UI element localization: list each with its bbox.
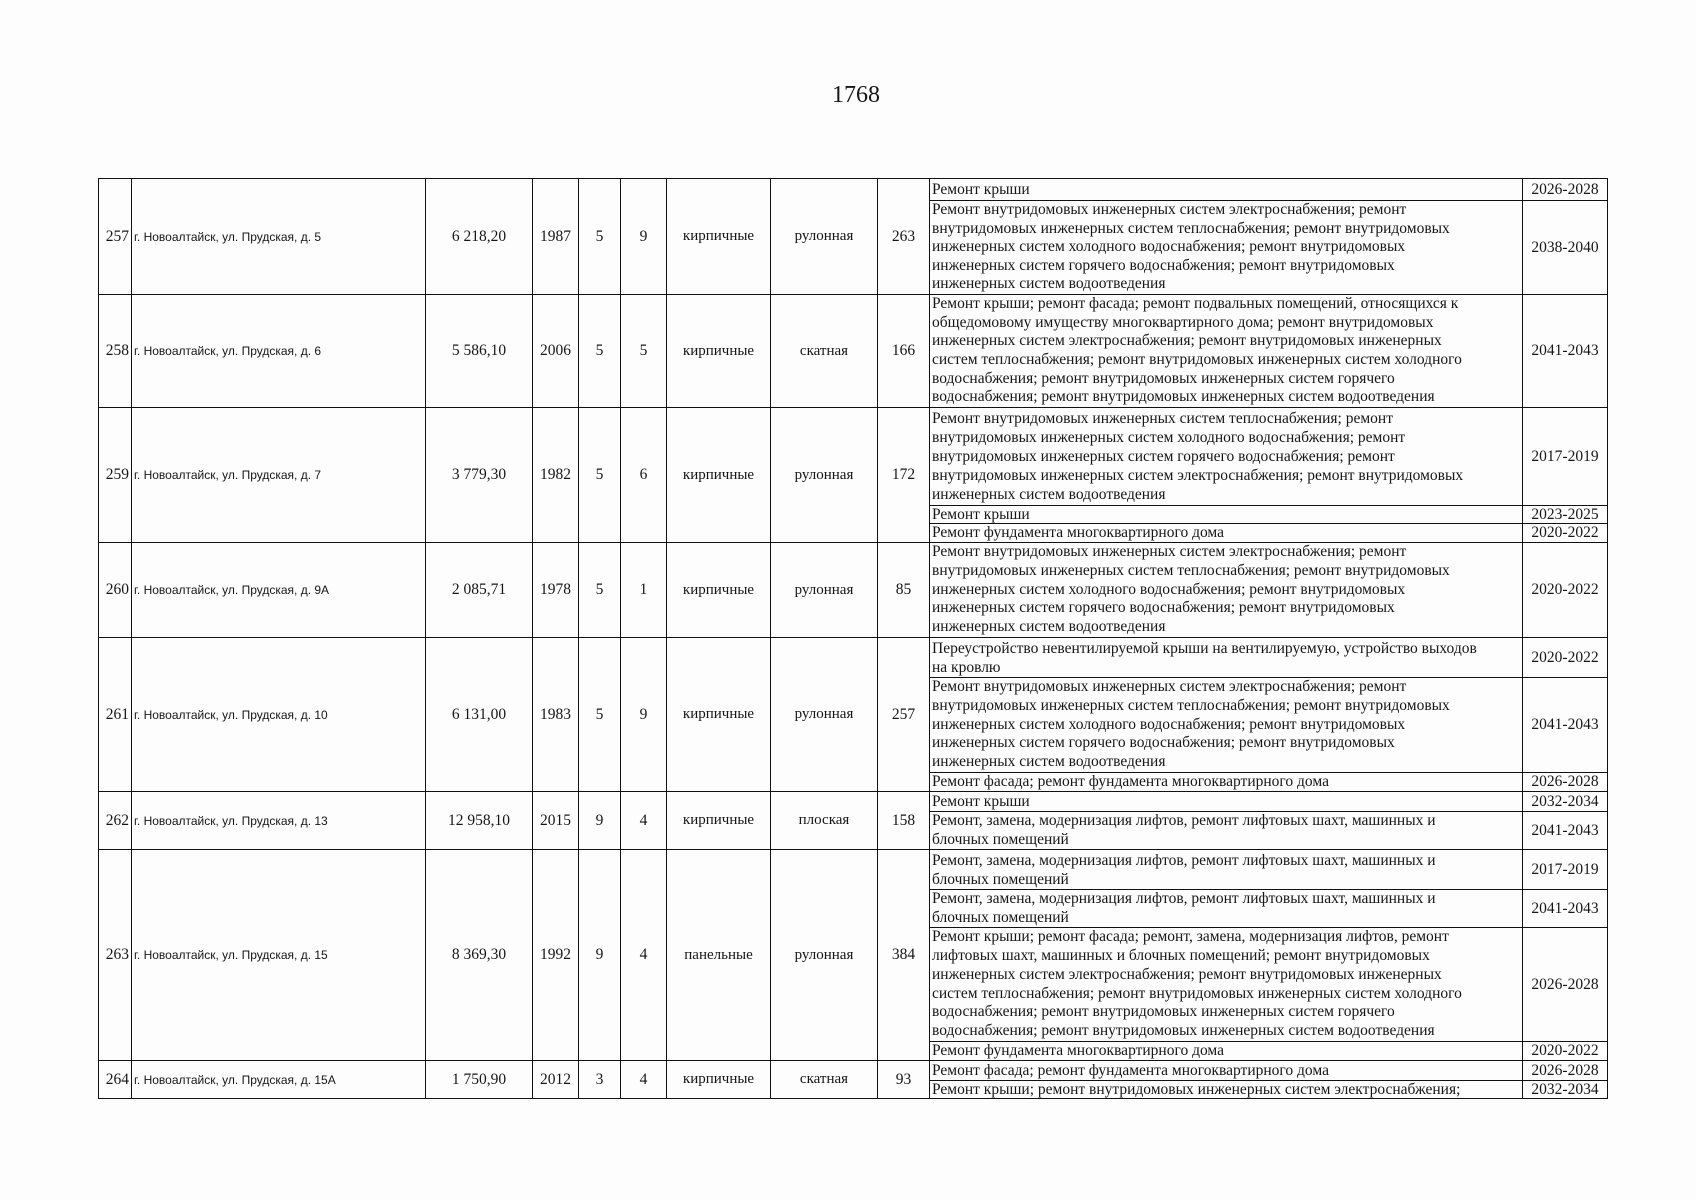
- address-cell: [132, 179, 426, 295]
- work-description-cell: [930, 850, 1523, 890]
- work-period-cell: [1523, 179, 1608, 201]
- row-number: 259: [105, 466, 129, 483]
- wall-material-cell: [667, 543, 771, 638]
- resident-count-cell: [878, 638, 930, 792]
- work-period-cell: [1523, 928, 1608, 1042]
- work-description: Ремонт фундамента многоквартирного дома: [932, 1042, 1224, 1059]
- repair-schedule-table: [98, 178, 1608, 1099]
- entrance-count: 9: [639, 705, 648, 723]
- total-area: 8 369,30: [451, 946, 507, 963]
- work-description-cell: [930, 179, 1523, 201]
- floor-count-cell: [579, 179, 621, 295]
- address: г. Новоалтайск, ул. Прудская, д. 6: [134, 344, 322, 358]
- roof-type-cell: [771, 179, 878, 295]
- roof-type: плоская: [798, 812, 850, 828]
- floor-count-cell: [579, 295, 621, 408]
- work-period-cell: [1523, 506, 1608, 524]
- roof-type: рулонная: [794, 581, 854, 598]
- work-item: [930, 792, 1608, 812]
- wall-material: панельные: [684, 946, 753, 963]
- build-year: 1992: [540, 946, 571, 963]
- entrance-count-cell: [621, 543, 667, 638]
- floor-count: 9: [595, 946, 604, 963]
- work-description: Ремонт внутридомовых инженерных систем теплоснабжения; ремонт внутридомовых инженерных систем холодного водоснабжения; ремонт внутридомовых инженерных систем горячего водоснабжения; ремонт внутридомовых инженерных систем электроснабжения; ремонт внутридомовых инженерных систем водоотведения: [932, 410, 1464, 503]
- total-area: 12 958,10: [448, 811, 510, 829]
- address-cell: [132, 792, 426, 850]
- address: г. Новоалтайск, ул. Прудская, д. 13: [134, 813, 328, 828]
- work-period: 2020-2022: [1531, 1042, 1599, 1059]
- work-description-cell: [930, 928, 1523, 1042]
- build-year: 1978: [540, 581, 571, 598]
- resident-count-cell: [878, 179, 930, 295]
- work-description-cell: [930, 1042, 1523, 1061]
- table-row: [99, 792, 1608, 850]
- work-period: 2017-2019: [1531, 447, 1599, 465]
- floor-count: 3: [595, 1070, 604, 1088]
- works-list: [930, 792, 1608, 850]
- build-year: 1987: [540, 227, 571, 245]
- roof-type-cell: [771, 295, 878, 408]
- roof-type-cell: [771, 850, 878, 1061]
- work-description: Ремонт фундамента многоквартирного дома: [932, 524, 1224, 541]
- work-description-cell: [930, 1081, 1523, 1099]
- work-description: Ремонт фасада; ремонт фундамента многоквартирного дома: [932, 773, 1329, 790]
- table-row: [99, 638, 1608, 792]
- floor-count: 9: [595, 811, 604, 829]
- resident-count: 85: [895, 581, 912, 598]
- work-period: 2026-2028: [1531, 975, 1599, 993]
- build-year-cell: [533, 850, 579, 1061]
- wall-material-cell: [667, 1061, 771, 1099]
- address-cell: [132, 408, 426, 543]
- resident-count-cell: [878, 1061, 930, 1099]
- work-description: Ремонт внутридомовых инженерных систем электроснабжения; ремонт внутридомовых инженерных систем теплоснабжения; ремонт внутридомовых инженерных систем холодного водоснабжения; ремонт внутридомовых инженерных систем горячего водоснабжения; ремонт внутридомовых инженерных систем водоотведения: [932, 543, 1450, 636]
- row-number-cell: [99, 295, 132, 408]
- roof-type-cell: [771, 543, 878, 638]
- works-list: [930, 179, 1608, 295]
- work-item: [930, 408, 1608, 506]
- work-period: 2020-2022: [1531, 581, 1599, 598]
- build-year: 2015: [540, 811, 571, 829]
- work-description-cell: [930, 1061, 1523, 1081]
- work-period: 2026-2028: [1531, 773, 1599, 790]
- work-description: Ремонт внутридомовых инженерных систем электроснабжения; ремонт внутридомовых инженерных систем теплоснабжения; ремонт внутридомовых инженерных систем холодного водоснабжения; ремонт внутридомовых инженерных систем горячего водоснабжения; ремонт внутридомовых инженерных систем водоотведения: [932, 678, 1450, 771]
- address: г. Новоалтайск, ул. Прудская, д. 5: [134, 229, 322, 244]
- entrance-count: 4: [639, 1070, 648, 1088]
- wall-material: кирпичные: [682, 1071, 755, 1087]
- work-item: [930, 928, 1608, 1042]
- total-area-cell: [426, 1061, 533, 1099]
- entrance-count: 1: [639, 581, 648, 598]
- floor-count: 5: [595, 342, 604, 359]
- work-period: 2017-2019: [1531, 860, 1599, 878]
- roof-type: рулонная: [794, 706, 854, 722]
- entrance-count: 4: [639, 946, 648, 963]
- entrance-count-cell: [621, 179, 667, 295]
- work-description-cell: [930, 408, 1523, 506]
- row-number: 257: [105, 227, 129, 245]
- entrance-count: 4: [639, 811, 648, 829]
- work-item: [930, 201, 1608, 295]
- work-description: Ремонт, замена, модернизация лифтов, ремонт лифтовых шахт, машинных и блочных помещений: [932, 890, 1436, 926]
- row-number-cell: [99, 850, 132, 1061]
- total-area: 2 085,71: [451, 581, 507, 598]
- resident-count: 172: [891, 466, 916, 483]
- resident-count: 158: [891, 811, 916, 829]
- roof-type: скатная: [799, 342, 849, 359]
- resident-count-cell: [878, 295, 930, 408]
- work-item: [930, 506, 1608, 524]
- roof-type: рулонная: [794, 466, 854, 483]
- works-list: [930, 543, 1608, 638]
- work-description: Ремонт внутридомовых инженерных систем электроснабжения; ремонт внутридомовых инженерных систем теплоснабжения; ремонт внутридомовых инженерных систем холодного водоснабжения; ремонт внутридомовых инженерных систем горячего водоснабжения; ремонт внутридомовых инженерных систем водоотведения: [932, 201, 1450, 293]
- wall-material: кирпичные: [682, 581, 755, 598]
- roof-type-cell: [771, 408, 878, 543]
- work-period: 2041-2043: [1531, 716, 1599, 733]
- work-item: [930, 1081, 1608, 1099]
- build-year-cell: [533, 792, 579, 850]
- entrance-count: 6: [639, 466, 648, 483]
- work-description: Ремонт крыши: [932, 793, 1030, 810]
- work-description-cell: [930, 543, 1523, 638]
- total-area: 3 779,30: [451, 466, 507, 483]
- work-period: 2026-2028: [1531, 180, 1599, 198]
- total-area-cell: [426, 408, 533, 543]
- work-period-cell: [1523, 638, 1608, 678]
- wall-material-cell: [667, 179, 771, 295]
- floor-count-cell: [579, 850, 621, 1061]
- entrance-count: 9: [639, 227, 648, 245]
- work-description-cell: [930, 295, 1523, 408]
- resident-count: 166: [891, 342, 916, 359]
- work-period: 2041-2043: [1531, 821, 1599, 839]
- address-cell: [132, 295, 426, 408]
- floor-count: 5: [595, 466, 604, 483]
- build-year-cell: [533, 408, 579, 543]
- address: г. Новоалтайск, ул. Прудская, д. 15: [134, 948, 328, 962]
- wall-material-cell: [667, 792, 771, 850]
- floor-count-cell: [579, 543, 621, 638]
- row-number: 260: [105, 581, 129, 598]
- table-row: [99, 295, 1608, 408]
- total-area-cell: [426, 638, 533, 792]
- resident-count-cell: [878, 850, 930, 1061]
- address-cell: [132, 850, 426, 1061]
- row-number: 262: [105, 811, 129, 829]
- build-year: 2012: [540, 1070, 571, 1088]
- work-item: [930, 678, 1608, 773]
- work-description: Ремонт, замена, модернизация лифтов, ремонт лифтовых шахт, машинных и блочных помещений: [932, 851, 1436, 888]
- resident-count: 263: [891, 227, 916, 245]
- works-list: [930, 408, 1608, 543]
- build-year-cell: [533, 179, 579, 295]
- work-description-cell: [930, 506, 1523, 524]
- total-area-cell: [426, 295, 533, 408]
- wall-material-cell: [667, 408, 771, 543]
- work-description-cell: [930, 638, 1523, 678]
- works-list: [930, 1061, 1608, 1099]
- floor-count: 5: [595, 581, 604, 598]
- work-period-cell: [1523, 543, 1608, 638]
- build-year: 2006: [540, 342, 571, 359]
- total-area: 5 586,10: [451, 342, 507, 359]
- build-year-cell: [533, 543, 579, 638]
- address: г. Новоалтайск, ул. Прудская, д. 15А: [134, 1072, 336, 1087]
- work-period: 2038-2040: [1531, 238, 1599, 256]
- wall-material: кирпичные: [682, 706, 755, 722]
- build-year-cell: [533, 1061, 579, 1099]
- work-item: [930, 638, 1608, 678]
- address: г. Новоалтайск, ул. Прудская, д. 7: [134, 468, 322, 482]
- floor-count-cell: [579, 792, 621, 850]
- resident-count: 257: [891, 705, 916, 723]
- build-year: 1982: [540, 466, 571, 483]
- entrance-count-cell: [621, 850, 667, 1061]
- row-number: 258: [105, 342, 129, 359]
- row-number: 263: [105, 946, 129, 963]
- work-period: 2041-2043: [1531, 342, 1599, 359]
- roof-type-cell: [771, 1061, 878, 1099]
- work-period-cell: [1523, 295, 1608, 408]
- floor-count-cell: [579, 638, 621, 792]
- total-area: 1 750,90: [451, 1070, 507, 1088]
- row-number-cell: [99, 543, 132, 638]
- work-period-cell: [1523, 678, 1608, 773]
- resident-count-cell: [878, 792, 930, 850]
- address: г. Новоалтайск, ул. Прудская, д. 9А: [134, 583, 330, 597]
- work-period-cell: [1523, 812, 1608, 850]
- entrance-count-cell: [621, 638, 667, 792]
- work-period-cell: [1523, 792, 1608, 812]
- row-number-cell: [99, 179, 132, 295]
- work-description: Ремонт крыши: [932, 181, 1030, 198]
- work-description-cell: [930, 792, 1523, 812]
- build-year: 1983: [540, 705, 571, 723]
- wall-material-cell: [667, 638, 771, 792]
- table-row: [99, 543, 1608, 638]
- roof-type: скатная: [799, 1071, 849, 1087]
- wall-material: кирпичные: [682, 812, 755, 828]
- address-cell: [132, 1061, 426, 1099]
- roof-type: рулонная: [794, 946, 854, 963]
- resident-count-cell: [878, 543, 930, 638]
- resident-count: 384: [891, 946, 916, 963]
- work-period: 2026-2028: [1531, 1061, 1599, 1079]
- work-description: Переустройство невентилируемой крыши на вентилируемую, устройство выходов на кровлю: [932, 639, 1477, 676]
- works-list: [930, 638, 1608, 792]
- total-area-cell: [426, 543, 533, 638]
- work-period-cell: [1523, 850, 1608, 890]
- wall-material: кирпичные: [682, 228, 755, 244]
- address-cell: [132, 543, 426, 638]
- address-cell: [132, 638, 426, 792]
- work-item: [930, 890, 1608, 928]
- work-item: [930, 812, 1608, 850]
- work-period-cell: [1523, 408, 1608, 506]
- work-item: [930, 850, 1608, 890]
- work-period: 2020-2022: [1531, 524, 1599, 541]
- work-description-cell: [930, 812, 1523, 850]
- work-period: 2032-2034: [1531, 792, 1599, 810]
- row-number-cell: [99, 638, 132, 792]
- row-number-cell: [99, 792, 132, 850]
- total-area-cell: [426, 792, 533, 850]
- floor-count: 5: [595, 705, 604, 723]
- work-description: Ремонт крыши; ремонт фасада; ремонт, замена, модернизация лифтов, ремонт лифтовых шахт, машинных и блочных помещений; ремонт внутридомовых инженерных систем электроснабжения; ремонт внутридомовых инженерных систем теплоснабжения; ремонт внутридомовых инженерных систем холодного водоснабжения; ремонт внутридомовых инженерных систем горячего водоснабжения; ремонт внутридомовых инженерных систем водоотведения: [932, 928, 1462, 1040]
- roof-type-cell: [771, 792, 878, 850]
- work-period: 2020-2022: [1531, 648, 1599, 666]
- row-number-cell: [99, 408, 132, 543]
- work-description: Ремонт крыши: [932, 506, 1030, 523]
- work-description: Ремонт, замена, модернизация лифтов, ремонт лифтовых шахт, машинных и блочных помещений: [932, 812, 1436, 848]
- work-period-cell: [1523, 201, 1608, 295]
- build-year-cell: [533, 638, 579, 792]
- wall-material: кирпичные: [682, 466, 755, 483]
- work-period: 2041-2043: [1531, 899, 1599, 917]
- work-period-cell: [1523, 1042, 1608, 1061]
- roof-type: рулонная: [794, 228, 854, 244]
- works-list: [930, 295, 1608, 408]
- row-number-cell: [99, 1061, 132, 1099]
- entrance-count: 5: [639, 342, 648, 359]
- work-item: [930, 524, 1608, 543]
- table-row: [99, 179, 1608, 295]
- table-row: [99, 408, 1608, 543]
- entrance-count-cell: [621, 295, 667, 408]
- work-period-cell: [1523, 890, 1608, 928]
- work-period-cell: [1523, 1081, 1608, 1099]
- total-area: 6 131,00: [451, 705, 507, 723]
- page-number: 1768: [832, 82, 880, 108]
- work-description: Ремонт крыши; ремонт внутридомовых инженерных систем электроснабжения;: [932, 1081, 1461, 1098]
- work-description-cell: [930, 524, 1523, 543]
- address: г. Новоалтайск, ул. Прудская, д. 10: [134, 707, 328, 722]
- row-number: 261: [105, 705, 129, 723]
- work-item: [930, 773, 1608, 792]
- work-item: [930, 1042, 1608, 1061]
- work-item: [930, 1061, 1608, 1081]
- work-period-cell: [1523, 773, 1608, 792]
- resident-count-cell: [878, 408, 930, 543]
- wall-material-cell: [667, 295, 771, 408]
- work-item: [930, 295, 1608, 408]
- work-description-cell: [930, 890, 1523, 928]
- work-period-cell: [1523, 524, 1608, 543]
- total-area-cell: [426, 850, 533, 1061]
- floor-count-cell: [579, 1061, 621, 1099]
- work-period: 2023-2025: [1531, 506, 1599, 523]
- build-year-cell: [533, 295, 579, 408]
- row-number: 264: [105, 1070, 129, 1088]
- work-description-cell: [930, 773, 1523, 792]
- works-list: [930, 850, 1608, 1061]
- entrance-count-cell: [621, 1061, 667, 1099]
- work-description-cell: [930, 201, 1523, 295]
- entrance-count-cell: [621, 792, 667, 850]
- work-description: Ремонт фасада; ремонт фундамента многоквартирного дома: [932, 1062, 1329, 1079]
- floor-count: 5: [595, 227, 604, 245]
- table-row: [99, 1061, 1608, 1099]
- work-period-cell: [1523, 1061, 1608, 1081]
- wall-material: кирпичные: [682, 342, 755, 359]
- work-period: 2032-2034: [1531, 1081, 1599, 1098]
- table-row: [99, 850, 1608, 1061]
- work-item: [930, 179, 1608, 201]
- work-item: [930, 543, 1608, 638]
- total-area: 6 218,20: [451, 227, 507, 245]
- total-area-cell: [426, 179, 533, 295]
- work-description: Ремонт крыши; ремонт фасада; ремонт подвальных помещений, относящихся к общедомовому имуществу многоквартирного дома; ремонт внутридомовых инженерных систем электроснабжения; ремонт внутридомовых инженерных систем теплоснабжения; ремонт внутридомовых инженерных систем холодного водоснабжения; ремонт внутридомовых инженерных систем горячего водоснабжения; ремонт внутридомовых инженерных систем водоотведения: [932, 295, 1462, 406]
- entrance-count-cell: [621, 408, 667, 543]
- work-description-cell: [930, 678, 1523, 773]
- wall-material-cell: [667, 850, 771, 1061]
- resident-count: 93: [895, 1070, 912, 1088]
- floor-count-cell: [579, 408, 621, 543]
- roof-type-cell: [771, 638, 878, 792]
